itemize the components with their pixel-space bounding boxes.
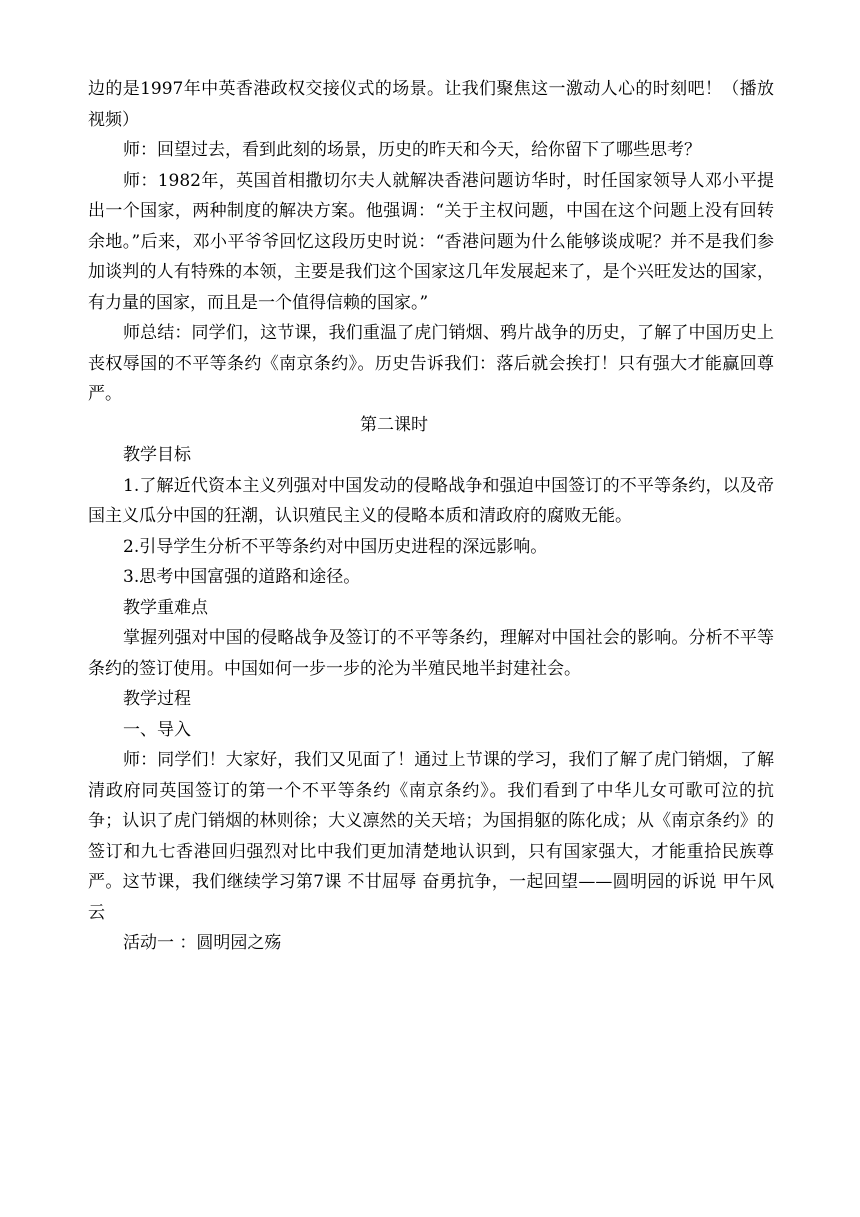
heading-teaching-process: 教学过程 <box>123 689 191 709</box>
heading-teaching-goals: 教学目标 <box>123 445 191 465</box>
section-heading-second-lesson: 第二课时 <box>360 414 428 435</box>
paragraph-video-intro: 边的是1997年中英香港政权交接仪式的场景。让我们聚焦这一激动人心的时刻吧！（播放视频） <box>88 79 774 130</box>
goal-item-2: 2.引导学生分析不平等条约对中国历史进程的深远影响。 <box>123 536 548 557</box>
goal-item-1: 1.了解近代资本主义列强对中国发动的侵略战争和强迫中国签订的不平等条约，以及帝国主义瓜分中国的狂潮，认识殖民主义的侵略本质和清政府的腐败无能。 <box>88 475 774 526</box>
goal-item-3: 3.思考中国富强的道路和途径。 <box>123 567 361 587</box>
paragraph-teacher-question: 师：回望过去，看到此刻的场景，历史的昨天和今天，给你留下了哪些思考？ <box>123 140 701 160</box>
paragraph-introduction: 师：同学们！大家好，我们又见面了！通过上节课的学习，我们了解了虎门销烟，了解清政府同英国签订的第一个不平等条约《南京条约》。我们看到了中华儿女可歌可泣的抗争；认识了虎门销烟的林则徐；大义凛然的关天培；为国捐躯的陈化成；从《南京条约》的签订和九七香港回归强烈对比中我们更加清楚地认识到，只有国家强大，才能重拾民族尊严。这节课，我们继续学习第7课 不甘屈辱 奋勇抗争，一起回望——圆明园的诉说 甲午风云 <box>88 750 774 923</box>
paragraph-teacher-summary: 师总结：同学们，这节课，我们重温了虎门销烟、鸦片战争的历史，了解了中国历史上丧权辱国的不平等条约《南京条约》。历史告诉我们：落后就会挨打！只有强大才能赢回尊严。 <box>88 323 774 404</box>
heading-key-difficulties: 教学重难点 <box>123 597 208 618</box>
paragraph-key-difficulties: 掌握列强对中国的侵略战争及签订的不平等条约，理解对中国社会的影响。分析不平等条约的签订使用。中国如何一步一步的沦为半殖民地半封建社会。 <box>88 628 774 679</box>
heading-introduction: 一、导入 <box>123 719 191 740</box>
paragraph-deng-xiaoping: 师：1982年，英国首相撒切尔夫人就解决香港问题访华时，时任国家领导人邓小平提出一个国家，两种制度的解决方案。他强调：“关于主权问题，中国在这个问题上没有回转余地。”后来，邓小平爷爷回忆这段历史时说：“香港问题为什么能够谈成呢？并不是我们参加谈判的人有特殊的本领，主要是我们这个国家这几年发展起来了，是个兴旺发达的国家，有力量的国家，而且是一个值得信赖的国家。” <box>88 170 774 313</box>
heading-activity-one: 活动一 ：圆明园之殇 <box>123 933 282 953</box>
document-page <box>88 74 774 959</box>
